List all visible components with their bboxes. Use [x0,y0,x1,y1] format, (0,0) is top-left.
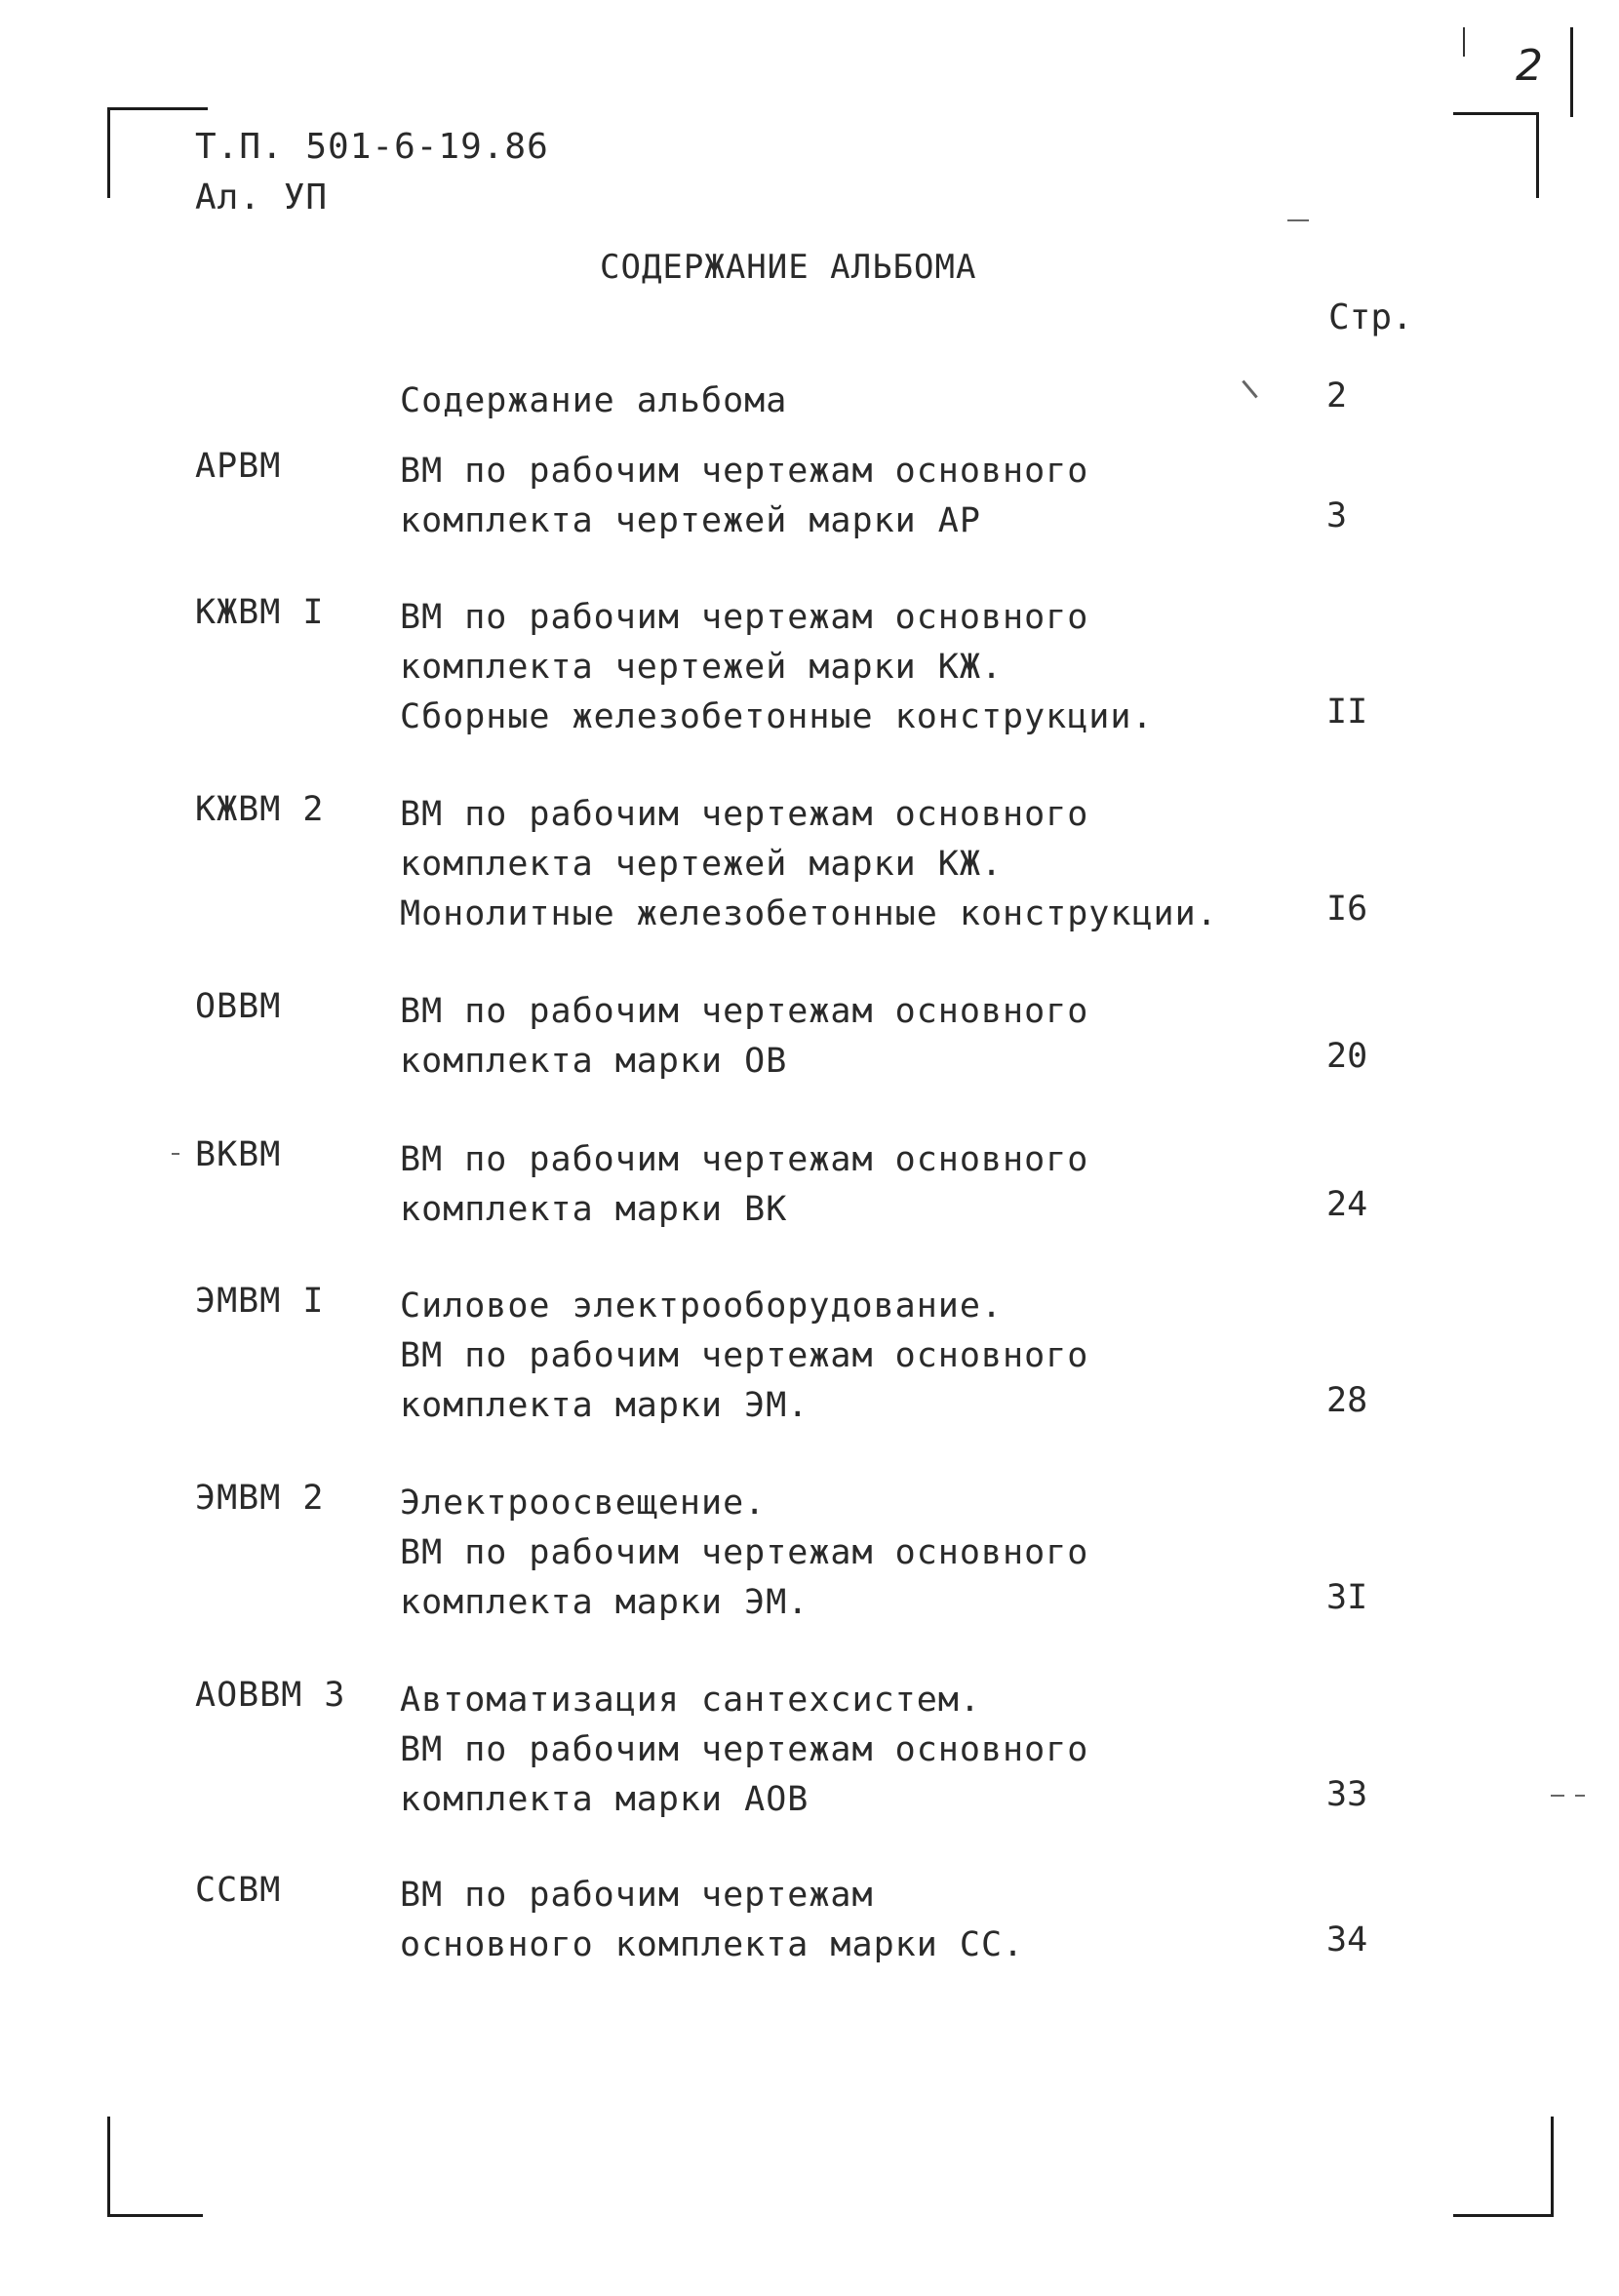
page-number: 2 [1516,41,1543,91]
toc-entry-code: ЭМВМ I [195,1282,325,1321]
corner-mark-top-left [107,107,208,198]
toc-entry-code: ЭМВМ 2 [195,1479,325,1518]
scan-speck [1551,1795,1564,1797]
scan-speck [1242,380,1257,399]
toc-entry-description [400,376,787,426]
toc-entry-description [400,1135,1088,1235]
toc-entry-description [400,1479,1088,1628]
toc-entry-line: ВМ по рабочим чертежам основного [400,598,1089,637]
page-number-box-edge [1463,27,1465,57]
toc-entry-page: I6 [1326,890,1368,929]
toc-entry-code: КЖВМ I [195,593,325,632]
toc-entry-page: 28 [1326,1381,1368,1420]
toc-entry-line: ВМ по рабочим чертежам основного [400,452,1089,491]
contents-title: СОДЕРЖАНИЕ АЛЬБОМА [600,248,977,287]
toc-entry-code: АОВВМ 3 [195,1676,346,1715]
toc-entry-line: Сборные железобетонные конструкции. [400,697,1154,736]
toc-entry-description [400,593,1154,742]
document-code: Т.П. 501-6-19.86 [195,127,549,167]
toc-entry-code: АРВМ [195,447,282,486]
toc-entry-line: ВМ по рабочим чертежам основного [400,1533,1089,1572]
toc-entry-code: ВКВМ [195,1135,282,1174]
toc-entry-line: ВМ по рабочим чертежам основного [400,1140,1089,1179]
toc-entry-line: комплекта чертежей марки КЖ. [400,648,1004,687]
album-label: Ал. УП [195,178,329,218]
toc-entry-line: Электроосвещение. [400,1484,767,1523]
toc-entry-code: ОВВМ [195,987,282,1026]
toc-entry-description [400,447,1088,546]
toc-entry-description [400,1676,1088,1825]
toc-entry-description [400,1282,1088,1431]
corner-mark-top-right [1453,112,1539,198]
toc-entry-line: комплекта чертежей марки КЖ. [400,845,1004,884]
toc-entry-line: Силовое электрооборудование. [400,1287,1004,1326]
scan-speck [172,1153,179,1155]
toc-entry-line: комплекта чертежей марки АР [400,501,981,540]
toc-entry-line: комплекта марки ЭМ. [400,1583,810,1622]
toc-entry-page: 3I [1326,1578,1368,1617]
toc-entry-description [400,1871,1024,1970]
page-column-header: Стр. [1328,297,1413,337]
toc-entry-line: основного комплекта марки СС. [400,1925,1025,1964]
corner-mark-bottom-right [1453,2117,1554,2217]
toc-entry-description [400,790,1218,939]
toc-entry-line: ВМ по рабочим чертежам основного [400,992,1089,1031]
toc-entry-page: 2 [1326,376,1348,416]
toc-entry-page: 3 [1326,496,1348,535]
toc-entry-code: ССВМ [195,1871,282,1910]
toc-entry-line: ВМ по рабочим чертежам основного [400,1730,1089,1769]
toc-entry-line: ВМ по рабочим чертежам основного [400,795,1089,834]
toc-entry-code: КЖВМ 2 [195,790,325,829]
toc-entry-page: 24 [1326,1185,1368,1224]
toc-entry-page: 33 [1326,1775,1368,1814]
toc-entry-page: 34 [1326,1920,1368,1960]
toc-entry-line: Автоматизация сантехсистем. [400,1681,981,1720]
toc-entry-line: комплекта марки ВК [400,1190,788,1229]
toc-entry-line: Содержание альбома [400,381,788,420]
scan-speck [1575,1795,1585,1797]
toc-entry-description [400,987,1088,1087]
toc-entry-line: комплекта марки ОВ [400,1042,788,1081]
toc-entry-line: ВМ по рабочим чертежам основного [400,1336,1089,1375]
toc-entry-page: II [1326,693,1368,732]
toc-entry-line: комплекта марки АОВ [400,1780,810,1819]
corner-mark-bottom-left [107,2117,203,2217]
toc-entry-page: 20 [1326,1037,1368,1076]
toc-entry-line: комплекта марки ЭМ. [400,1386,810,1425]
toc-entry-line: ВМ по рабочим чертежам [400,1876,874,1915]
toc-entry-line: Монолитные железобетонные конструкции. [400,894,1218,933]
scan-speck [1287,219,1309,221]
